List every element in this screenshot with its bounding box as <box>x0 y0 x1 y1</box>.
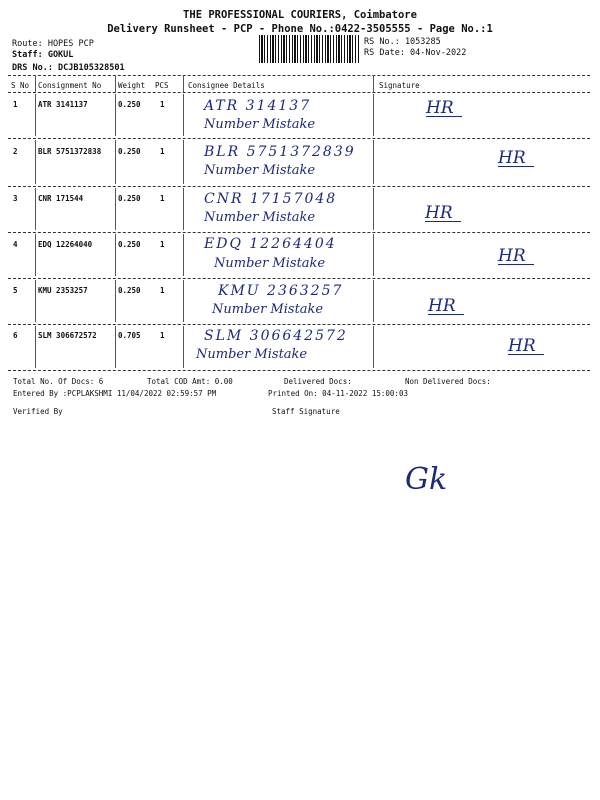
row-rule <box>8 324 590 325</box>
row-pcs: 1 <box>160 194 165 203</box>
col-divider <box>115 140 116 184</box>
row-weight: 0.250 <box>118 240 141 249</box>
col-divider <box>373 188 374 230</box>
entered-by: Entered By :PCPLAKSHMI 11/04/2022 02:59:57 PM <box>13 389 217 398</box>
col-divider <box>183 94 184 136</box>
col-divider <box>35 140 36 184</box>
table-top-rule <box>8 75 590 76</box>
row-weight: 0.250 <box>118 147 141 156</box>
handwritten-consignee-4: EDQ 12264404 <box>204 236 337 252</box>
col-divider <box>373 280 374 322</box>
col-divider <box>35 326 36 368</box>
signature-text: HR <box>426 98 454 118</box>
col-divider <box>373 75 374 92</box>
handwritten-consignee-6: SLM 306642572 <box>204 328 348 344</box>
signature <box>428 296 464 315</box>
column-header-signature: Signature <box>379 81 420 90</box>
row-sno: 2 <box>13 147 18 156</box>
runsheet-subtitle: Delivery Runsheet - PCP - Phone No.:0422-3505555 - Page No.:1 <box>107 23 493 35</box>
printed-on: Printed On: 04-11-2022 15:00:03 <box>268 389 408 398</box>
table-bottom-rule <box>8 370 590 371</box>
handwritten-note: Number Mistake <box>204 117 316 132</box>
barcode-image <box>259 35 359 63</box>
total-docs: Total No. Of Docs: 6 <box>13 377 104 386</box>
row-rule <box>8 278 590 279</box>
row-weight: 0.250 <box>118 286 141 295</box>
col-divider <box>183 188 184 230</box>
staff-label: Staff: GOKUL <box>12 50 74 60</box>
row-weight: 0.250 <box>118 194 141 203</box>
handwritten-note: Number Mistake <box>204 163 316 178</box>
row-sno: 3 <box>13 194 18 203</box>
col-divider <box>35 75 36 92</box>
signature-text: HR <box>498 148 526 168</box>
row-consignment: CNR 171544 <box>38 194 84 203</box>
col-divider <box>35 188 36 230</box>
col-divider <box>183 326 184 368</box>
col-divider <box>373 140 374 184</box>
row-sno: 1 <box>13 100 18 109</box>
handwritten-note: Number Mistake <box>212 302 324 317</box>
row-consignment: EDQ 12264040 <box>38 240 93 249</box>
company-title: THE PROFESSIONAL COURIERS, Coimbatore <box>183 9 417 21</box>
handwritten-note: Number Mistake <box>204 210 316 225</box>
signature <box>508 336 544 355</box>
header-rule <box>8 92 590 93</box>
handwritten-consignee-1: ATR 314137 <box>204 98 312 114</box>
row-consignment: BLR 5751372838 <box>38 147 102 156</box>
row-pcs: 1 <box>160 286 165 295</box>
staff-signature: Staff Signature <box>272 407 340 416</box>
col-divider <box>115 94 116 136</box>
delivered-docs: Delivered Docs: <box>284 377 352 386</box>
row-consignment: KMU 2353257 <box>38 286 88 295</box>
col-divider <box>183 140 184 184</box>
non-delivered-docs: Non Delivered Docs: <box>405 377 491 386</box>
row-sno: 4 <box>13 240 18 249</box>
rs-number: RS No.: 1053285 <box>364 37 441 47</box>
signature-text: HR <box>508 336 536 356</box>
row-consignment: ATR 3141137 <box>38 100 88 109</box>
row-pcs: 1 <box>160 331 165 340</box>
col-divider <box>35 280 36 322</box>
column-header-weight: Weight <box>118 81 146 90</box>
signature <box>426 98 462 117</box>
row-weight: 0.250 <box>118 100 141 109</box>
drs-number: DRS No.: DCJB105328501 <box>12 63 125 73</box>
col-divider <box>373 326 374 368</box>
handwritten-note: Number Mistake <box>196 347 308 362</box>
col-divider <box>115 234 116 276</box>
signature <box>498 148 534 167</box>
row-consignment: SLM 306672572 <box>38 331 97 340</box>
col-divider <box>35 234 36 276</box>
col-divider <box>373 234 374 276</box>
initials-mark: Gk <box>405 462 448 497</box>
col-divider <box>183 75 184 92</box>
row-pcs: 1 <box>160 147 165 156</box>
column-header-consignee: Consignee Details <box>188 81 265 90</box>
col-divider <box>115 326 116 368</box>
row-pcs: 1 <box>160 100 165 109</box>
row-weight: 0.705 <box>118 331 141 340</box>
handwritten-consignee-3: CNR 17157048 <box>204 191 338 207</box>
column-header-pcs: PCS <box>155 81 169 90</box>
row-rule <box>8 232 590 233</box>
column-header-sno: S No <box>11 81 30 90</box>
signature-text: HR <box>498 246 526 266</box>
row-pcs: 1 <box>160 240 165 249</box>
handwritten-consignee-2: BLR 5751372839 <box>204 144 356 160</box>
verified-by: Verified By <box>13 407 63 416</box>
route-label: Route: HOPES PCP <box>12 39 94 49</box>
row-sno: 5 <box>13 286 18 295</box>
signature-text: HR <box>428 296 456 316</box>
column-header-consignment: Consignment No <box>38 81 102 90</box>
row-sno: 6 <box>13 331 18 340</box>
col-divider <box>183 280 184 322</box>
col-divider <box>183 234 184 276</box>
col-divider <box>115 188 116 230</box>
handwritten-consignee-5: KMU 2363257 <box>218 283 344 299</box>
row-rule <box>8 186 590 187</box>
signature <box>425 203 461 222</box>
handwritten-note: Number Mistake <box>214 256 326 271</box>
col-divider <box>115 280 116 322</box>
col-divider <box>373 94 374 136</box>
signature-text: HR <box>425 203 453 223</box>
signature <box>498 246 534 265</box>
row-rule <box>8 138 590 139</box>
col-divider <box>115 75 116 92</box>
col-divider <box>35 94 36 136</box>
total-cod-amount: Total COD Amt: 0.00 <box>147 377 233 386</box>
rs-date: RS Date: 04-Nov-2022 <box>364 48 467 58</box>
